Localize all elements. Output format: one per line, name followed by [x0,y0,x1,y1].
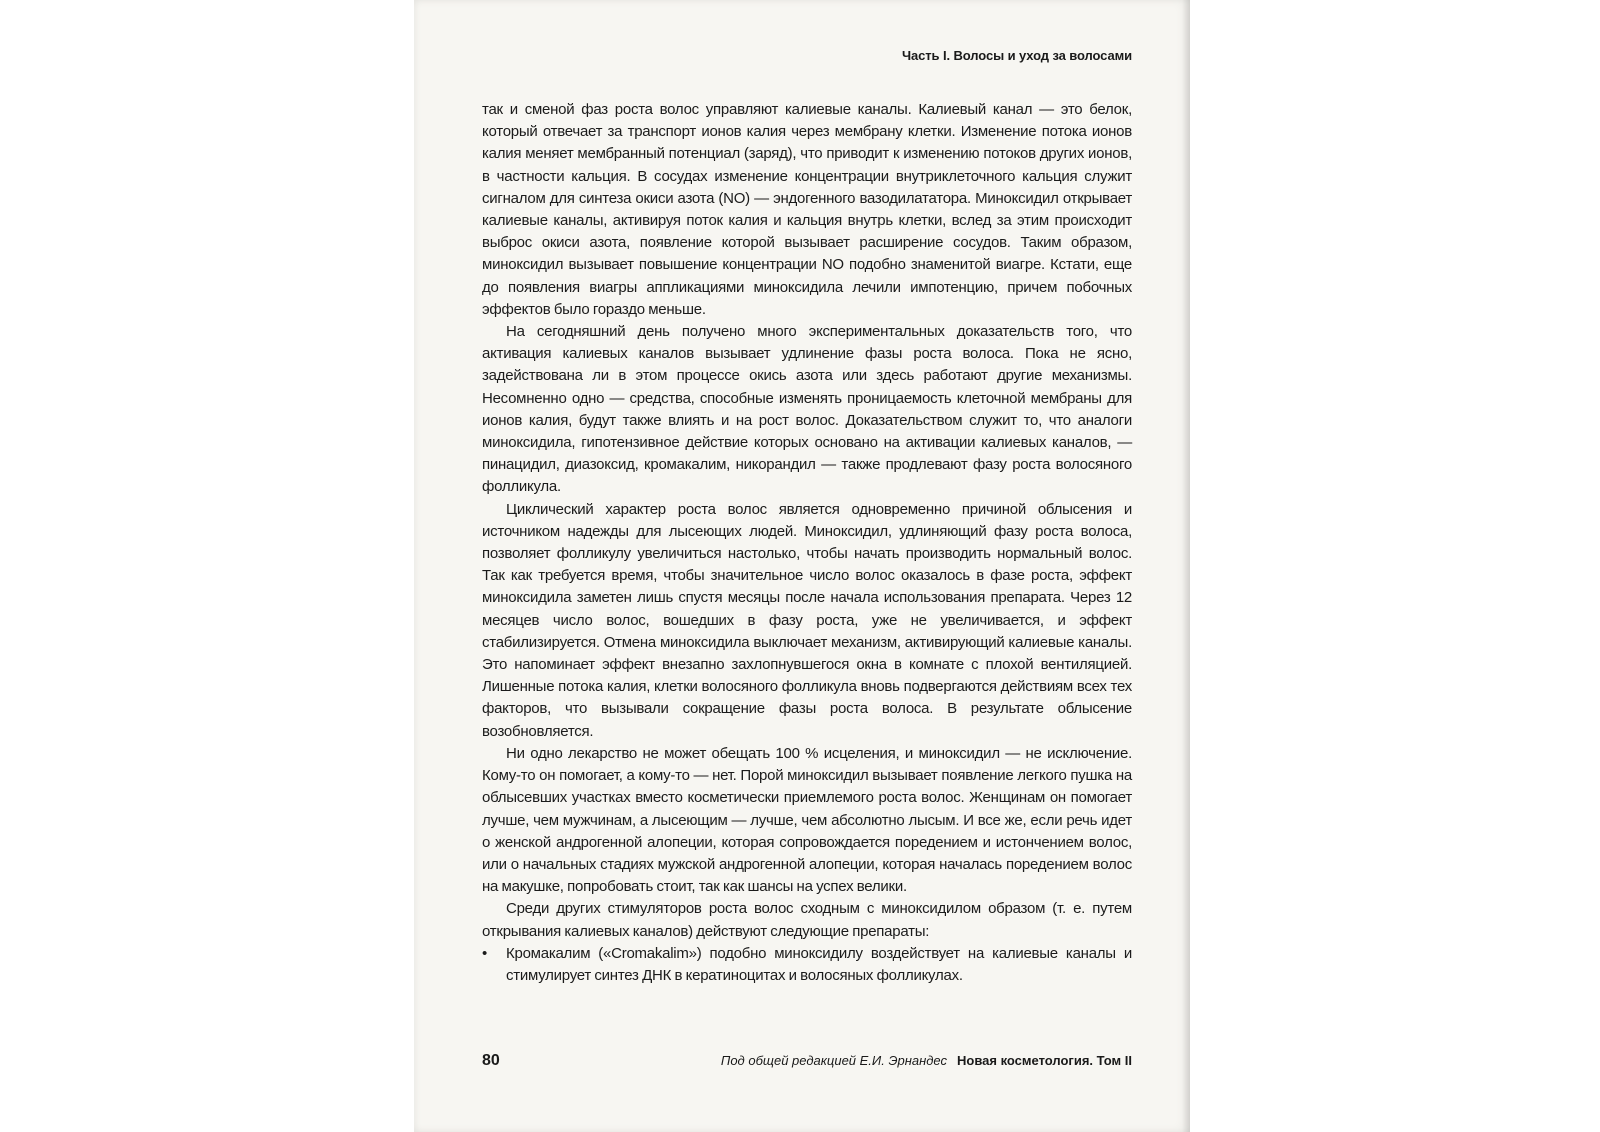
book-page [414,0,1190,1132]
bullet-marker: • [482,944,488,962]
paragraph-1: так и сменой фаз роста волос управляют калиевые каналы. Калиевый канал — это белок, который отвечает за транспорт ионов калия через мембрану клетки. Изменение потока ионов калия меняет мембранный потенциал (заряд), что приводит к изменению потоков других ионов, в частности кальция. В сосудах изменение концентрации внутриклеточного кальция служит сигналом для синтеза окиси азота (NO) — эндогенного вазодилататора. Миноксидил открывает калиевые каналы, активируя поток калия и кальция внутрь клетки, вслед за этим происходит выброс окиси азота, появление которой вызывает расширение сосудов. Таким образом, миноксидил вызывает повышение концентрации NO подобно знаменитой виагре. Кстати, еще до появления виагры аппликациями миноксидила лечили импотенцию, причем побочных эффектов было гораздо меньше. [482,101,1132,318]
paragraph-5: Среди других стимуляторов роста волос сходным с миноксидилом образом (т. е. путем открывания калиевых каналов) действуют следующие препараты: [482,900,1132,940]
bullet-text: Кромакалим («Cromakalim») подобно миноксидилу воздействует на калиевые каналы и стимулирует синтез ДНК в кератиноцитах и волосяных фолликулах. [506,944,1132,984]
footer-citation [721,1053,1132,1068]
body-text [482,99,1132,987]
paragraph-4: Ни одно лекарство не может обещать 100 % исцеления, и миноксидил — не исключение. Кому-то он помогает, а кому-то — нет. Порой миноксидил вызывает появление легкого пушка на облысевших участках вместо косметически приемлемого роста волос. Женщинам он помогает лучше, чем мужчинам, а лысеющим — лучше, чем абсолютно лысым. И все же, если речь идет о женской андрогенной алопеции, которая сопровождается поредением и истончением волос, или о начальных стадиях мужской андрогенной алопеции, которая началась поредением волос на макушке, попробовать стоит, так как шансы на успех велики. [482,744,1132,896]
footer-book-title: Новая косметология. Том II [957,1053,1132,1068]
paragraph-2: На сегодняшний день получено много экспериментальных доказательств того, что активация калиевых каналов вызывает удлинение фазы роста волоса. Пока не ясно, задействована ли в этом процессе окись азота или здесь работают другие механизмы. Несомненно одно — средства, способные изменять проницаемость клеточной мембраны для ионов калия, будут также влиять и на рост волос. Доказательством служит то, что аналоги миноксидила, гипотензивное действие которых основано на активации калиевых каналов, — пинацидил, диазоксид, кромакалим, никорандил — также продлевают фазу роста волосяного фолликула. [482,323,1132,496]
page-footer [482,1052,1132,1070]
bullet-item [482,943,1132,987]
page-number: 80 [482,1052,500,1069]
footer-editor: Под общей редакцией Е.И. Эрнандес [720,1053,947,1068]
paragraph-3: Циклический характер роста волос является одновременно причиной облысения и источником надежды для лысеющих людей. Миноксидил, удлиняющий фазу роста волоса, позволяет фолликулу увеличиться настолько, чтобы начать производить нормальный волос. Так как требуется время, чтобы значительное число волос оказалось в фазе роста, эффект миноксидила заметен лишь спустя месяцы после начала использования препарата. Через 12 месяцев число волос, вошедших в фазу роста, уже не увеличивается, и эффект стабилизируется. Отмена миноксидила выключает механизм, активирующий калиевые каналы. Это напоминает эффект внезапно захлопнувшегося окна в комнате с плохой вентиляцией. Лишенные потока калия, клетки волосяного фолликула вновь подвергаются действиям всех тех факторов, что вызывали сокращение фазы роста волоса. В результате облысение возобновляется. [482,500,1132,740]
running-head: Часть I. Волосы и уход за волосами [902,48,1132,63]
